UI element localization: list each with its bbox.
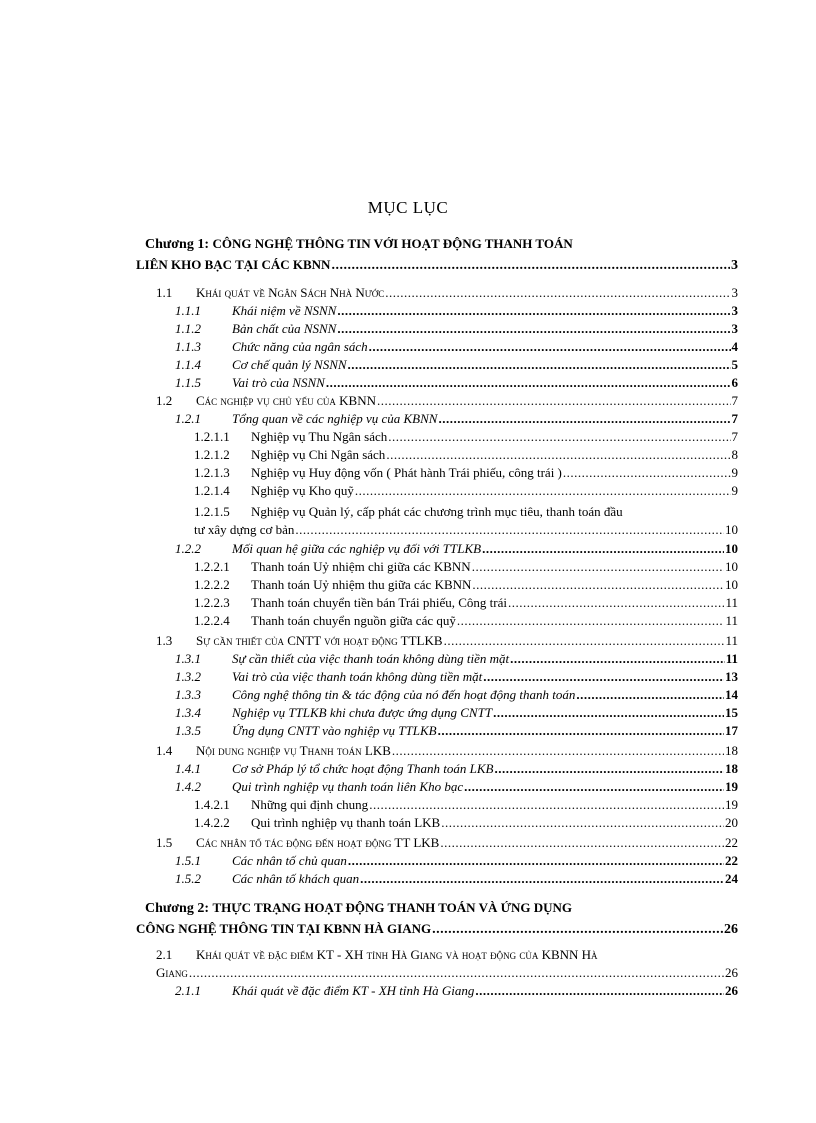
section-title: Tổng quan về các nghiệp vụ của KBNN bbox=[232, 411, 438, 426]
toc-entry[interactable] bbox=[175, 410, 738, 428]
section-number: 1.1.5 bbox=[175, 375, 201, 390]
page-number: 10 bbox=[725, 541, 738, 556]
page-number: 9 bbox=[731, 465, 738, 480]
leader-dots bbox=[189, 964, 724, 982]
section-title: Những qui định chung bbox=[251, 797, 369, 812]
toc-entry[interactable] bbox=[175, 778, 738, 796]
toc-entry[interactable] bbox=[175, 320, 738, 338]
leader-dots bbox=[475, 982, 724, 1000]
section-title: Cơ sở Pháp lý tổ chức hoạt động Thanh toán LKB bbox=[232, 761, 494, 776]
leader-dots bbox=[369, 338, 731, 356]
toc-entry[interactable] bbox=[194, 796, 738, 814]
toc-entry[interactable] bbox=[175, 704, 738, 722]
section-title: Cơ chế quản lý NSNN bbox=[232, 357, 347, 372]
section-number: 1.2.1.2 bbox=[194, 447, 230, 462]
page-number: 26 bbox=[725, 965, 738, 980]
page-number: 8 bbox=[731, 447, 738, 462]
section-title: Vai trò của NSNN bbox=[232, 375, 325, 390]
leader-dots bbox=[494, 760, 724, 778]
toc-entry[interactable] bbox=[194, 503, 738, 539]
section-number: 1.4.1 bbox=[175, 761, 201, 776]
toc-entry[interactable] bbox=[175, 338, 738, 356]
toc-entry[interactable] bbox=[175, 650, 738, 668]
section-title: Nghiệp vụ Chi Ngân sách bbox=[251, 447, 386, 462]
toc-entry[interactable] bbox=[175, 722, 738, 740]
section-title: Nghiệp vụ Thu Ngân sách bbox=[251, 429, 388, 444]
section-number: 1.5.2 bbox=[175, 871, 201, 886]
page-number: 9 bbox=[731, 483, 738, 498]
leader-dots bbox=[348, 356, 731, 374]
leader-dots bbox=[369, 796, 724, 814]
section-number: 1.2.1 bbox=[175, 411, 201, 426]
leader-dots bbox=[337, 302, 730, 320]
section-title: Sự cần thiết của CNTT với hoạt động TTLKB bbox=[196, 633, 443, 648]
toc-entry[interactable] bbox=[175, 852, 738, 870]
page-number: 18 bbox=[725, 761, 738, 776]
page-number: 22 bbox=[725, 835, 738, 850]
section-title: Công nghệ thông tin & tác động của nó đến hoạt động thanh toán bbox=[232, 687, 576, 702]
page-number: 10 bbox=[725, 522, 738, 537]
section-title-cont: Giang bbox=[156, 965, 188, 980]
section-number: 1.4.2.2 bbox=[194, 815, 230, 830]
toc-entry[interactable] bbox=[175, 356, 738, 374]
section-title: Ứng dụng CNTT vào nghiệp vụ TTLKB bbox=[232, 723, 437, 738]
page-number: 19 bbox=[725, 779, 738, 794]
section-title: Qui trình nghiệp vụ thanh toán liên Kho bạc bbox=[232, 779, 464, 794]
section-title: Khái quát về Ngân Sách Nhà Nước bbox=[196, 285, 385, 300]
leader-dots bbox=[326, 374, 731, 392]
section-title: Khái quát về đặc điểm KT - XH tỉnh Hà Giang và hoạt động của KBNN Hà bbox=[196, 947, 598, 962]
section-number: 1.1 bbox=[156, 285, 173, 300]
page-number: 19 bbox=[725, 797, 738, 812]
page-number: 5 bbox=[731, 357, 738, 372]
section-title: Các nhân tố tác động đến hoạt động TT LKB bbox=[196, 835, 440, 850]
leader-dots bbox=[483, 668, 724, 686]
section-title: Nghiệp vụ TTLKB khi chưa được ứng dụng CNTT bbox=[232, 705, 493, 720]
page-number: 17 bbox=[725, 723, 738, 738]
page-number: 22 bbox=[725, 853, 738, 868]
toc-entry[interactable] bbox=[175, 760, 738, 778]
section-number: 1.1.3 bbox=[175, 339, 201, 354]
page-number: 3 bbox=[731, 321, 738, 336]
section-number: 1.3 bbox=[156, 633, 173, 648]
page-number: 10 bbox=[725, 559, 738, 574]
section-number: 1.2.2.3 bbox=[194, 595, 230, 610]
toc-chapter-1[interactable] bbox=[136, 234, 738, 276]
page-number: 14 bbox=[725, 687, 738, 702]
section-number: 1.3.4 bbox=[175, 705, 201, 720]
section-number: 1.2.2.2 bbox=[194, 577, 230, 592]
section-title: Qui trình nghiệp vụ thanh toán LKB bbox=[251, 815, 441, 830]
page-number: 6 bbox=[731, 375, 738, 390]
section-title: Thanh toán Uỷ nhiệm thu giữa các KBNN bbox=[251, 577, 472, 592]
chapter-title-line2: CÔNG NGHỆ THÔNG TIN TẠI KBNN HÀ GIANG bbox=[136, 921, 432, 936]
leader-dots bbox=[440, 834, 724, 852]
leader-dots bbox=[432, 920, 723, 940]
section-title: Chức năng của ngân sách bbox=[232, 339, 368, 354]
chapter-label: Chương 2: bbox=[145, 901, 209, 916]
leader-dots bbox=[482, 540, 724, 558]
toc-entry[interactable] bbox=[156, 392, 738, 410]
page-number: 11 bbox=[725, 633, 738, 648]
leader-dots bbox=[457, 612, 725, 630]
page-number: 20 bbox=[725, 815, 738, 830]
page-number: 4 bbox=[731, 339, 738, 354]
toc-entry[interactable] bbox=[194, 594, 738, 612]
section-title: Các nhân tố khách quan bbox=[232, 871, 360, 886]
section-title: Các nhân tố chủ quan bbox=[232, 853, 347, 868]
section-number: 1.4.2 bbox=[175, 779, 201, 794]
leader-dots bbox=[295, 521, 724, 539]
toc-entry[interactable] bbox=[175, 374, 738, 392]
chapter-title-line1: THỰC TRẠNG HOẠT ĐỘNG THANH TOÁN VÀ ỨNG DỤNG bbox=[212, 900, 572, 915]
section-number: 2.1 bbox=[156, 947, 173, 962]
toc-entry[interactable] bbox=[175, 302, 738, 320]
toc-entry[interactable] bbox=[175, 668, 738, 686]
leader-dots bbox=[510, 650, 725, 668]
toc-entry[interactable] bbox=[194, 464, 738, 482]
section-number: 1.3.3 bbox=[175, 687, 201, 702]
leader-dots bbox=[348, 852, 724, 870]
leader-dots bbox=[392, 742, 724, 760]
toc-entry[interactable] bbox=[194, 558, 738, 576]
page-number: 10 bbox=[725, 577, 738, 592]
leader-dots bbox=[385, 284, 730, 302]
section-number: 1.2.2.1 bbox=[194, 559, 230, 574]
section-title: Nghiệp vụ Kho quỹ bbox=[251, 483, 354, 498]
section-number: 1.1.4 bbox=[175, 357, 201, 372]
toc-entry[interactable] bbox=[194, 814, 738, 832]
toc-entry[interactable] bbox=[194, 428, 738, 446]
section-number: 2.1.1 bbox=[175, 983, 201, 998]
section-number: 1.2.1.5 bbox=[194, 504, 230, 519]
leader-dots bbox=[472, 576, 724, 594]
leader-dots bbox=[441, 814, 724, 832]
leader-dots bbox=[360, 870, 724, 888]
toc-entry[interactable] bbox=[175, 686, 738, 704]
page-title: MỤC LỤC bbox=[367, 198, 449, 217]
section-title: Thanh toán chuyển nguồn giữa các quỹ bbox=[251, 613, 456, 628]
section-number: 1.3.5 bbox=[175, 723, 201, 738]
leader-dots bbox=[576, 686, 724, 704]
section-number: 1.2.1.4 bbox=[194, 483, 230, 498]
section-title: Nghiệp vụ Quản lý, cấp phát các chương trình mục tiêu, thanh toán đầu bbox=[251, 504, 623, 519]
section-number: 1.2.1.1 bbox=[194, 429, 230, 444]
toc-entry-cont[interactable] bbox=[156, 964, 738, 982]
toc-entry[interactable] bbox=[194, 612, 738, 630]
chapter-title-line2: LIÊN KHO BẠC TẠI CÁC KBNN bbox=[136, 257, 331, 272]
section-number: 1.3.1 bbox=[175, 651, 201, 666]
page-number: 3 bbox=[731, 258, 738, 273]
page-number: 26 bbox=[724, 922, 738, 937]
chapter-title-line1: CÔNG NGHỆ THÔNG TIN VỚI HOẠT ĐỘNG THANH TOÁN bbox=[212, 236, 573, 251]
section-number: 1.1.1 bbox=[175, 303, 201, 318]
leader-dots bbox=[337, 320, 730, 338]
page-number: 26 bbox=[725, 983, 738, 998]
toc-entry[interactable] bbox=[175, 540, 738, 558]
section-title: Thanh toán chuyển tiền bán Trái phiếu, Công trái bbox=[251, 595, 507, 610]
section-number: 1.2.2.4 bbox=[194, 613, 230, 628]
page-number: 11 bbox=[725, 613, 738, 628]
toc-entry[interactable] bbox=[194, 576, 738, 594]
toc-entry[interactable] bbox=[156, 834, 738, 852]
toc-entry[interactable] bbox=[194, 446, 738, 464]
toc-entry[interactable] bbox=[194, 482, 738, 500]
page-number: 3 bbox=[731, 303, 738, 318]
page-number: 15 bbox=[725, 705, 738, 720]
chapter-label: Chương 1: bbox=[145, 237, 209, 252]
section-title: Nghiệp vụ Huy động vốn ( Phát hành Trái phiếu, công trái ) bbox=[251, 465, 562, 480]
section-title-cont: tư xây dựng cơ bản bbox=[194, 522, 295, 537]
leader-dots bbox=[355, 482, 731, 500]
section-title: Sự cần thiết của việc thanh toán không dùng tiền mặt bbox=[232, 651, 510, 666]
page-number: 24 bbox=[725, 871, 738, 886]
leader-dots bbox=[331, 256, 730, 276]
leader-dots bbox=[472, 558, 724, 576]
toc-entry[interactable] bbox=[156, 946, 738, 964]
leader-dots bbox=[563, 464, 731, 482]
toc-entry[interactable] bbox=[156, 284, 738, 302]
section-title: Các nghiệp vụ chủ yếu của KBNN bbox=[196, 393, 377, 408]
leader-dots bbox=[508, 594, 724, 612]
leader-dots bbox=[377, 392, 730, 410]
section-number: 1.5 bbox=[156, 835, 173, 850]
page-number: 11 bbox=[725, 595, 738, 610]
leader-dots bbox=[493, 704, 724, 722]
section-number: 1.2 bbox=[156, 393, 173, 408]
leader-dots bbox=[444, 632, 725, 650]
section-number: 1.2.2 bbox=[175, 541, 201, 556]
toc-entry[interactable] bbox=[175, 870, 738, 888]
toc-chapter-2[interactable] bbox=[136, 898, 738, 940]
section-title: Khái niệm về NSNN bbox=[232, 303, 337, 318]
section-title: Vai trò của việc thanh toán không dùng tiền mặt bbox=[232, 669, 483, 684]
section-title: Nội dung nghiệp vụ Thanh toán LKB bbox=[196, 743, 391, 758]
section-number: 1.4.2.1 bbox=[194, 797, 230, 812]
section-title: Thanh toán Uỷ nhiệm chi giữa các KBNN bbox=[251, 559, 471, 574]
section-number: 1.5.1 bbox=[175, 853, 201, 868]
page-number: 13 bbox=[725, 669, 738, 684]
section-title: Khái quát về đặc điểm KT - XH tỉnh Hà Giang bbox=[232, 983, 475, 998]
leader-dots bbox=[386, 446, 730, 464]
section-title: Mối quan hệ giữa các nghiệp vụ đối với TTLKB bbox=[232, 541, 482, 556]
page-number: 3 bbox=[731, 285, 738, 300]
leader-dots bbox=[464, 778, 724, 796]
page-number: 7 bbox=[731, 429, 738, 444]
page-number: 7 bbox=[731, 411, 738, 426]
leader-dots bbox=[388, 428, 730, 446]
section-number: 1.2.1.3 bbox=[194, 465, 230, 480]
leader-dots bbox=[438, 410, 730, 428]
section-number: 1.4 bbox=[156, 743, 173, 758]
toc-entry[interactable] bbox=[175, 982, 738, 1000]
page-number: 7 bbox=[731, 393, 738, 408]
section-title: Bản chất của NSNN bbox=[232, 321, 337, 336]
section-number: 1.1.2 bbox=[175, 321, 201, 336]
page-number: 18 bbox=[725, 743, 738, 758]
toc-entry[interactable] bbox=[156, 742, 738, 760]
page-number: 11 bbox=[725, 651, 738, 666]
toc-entry[interactable] bbox=[156, 632, 738, 650]
leader-dots bbox=[438, 722, 724, 740]
section-number: 1.3.2 bbox=[175, 669, 201, 684]
